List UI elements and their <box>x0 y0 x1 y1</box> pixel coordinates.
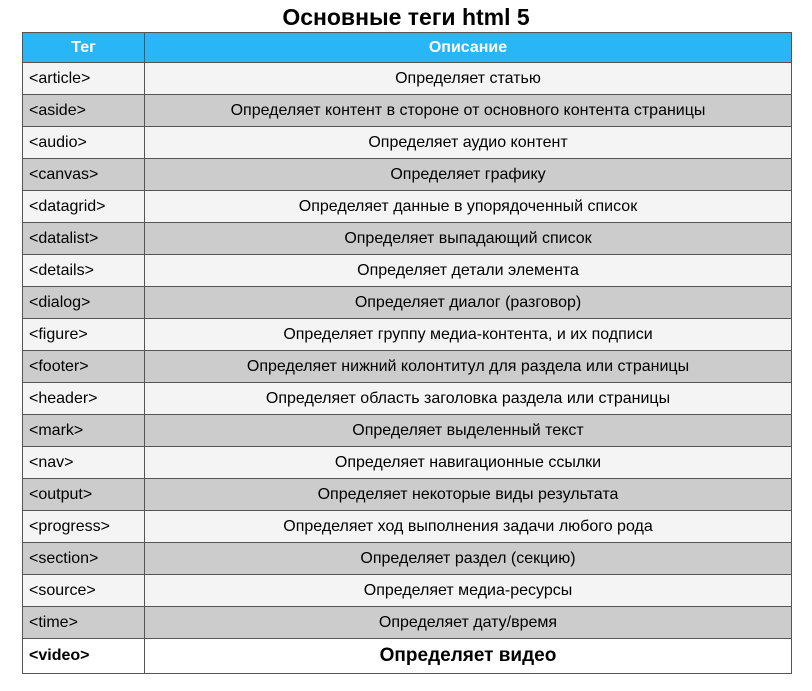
html5-tags-table <box>22 32 792 674</box>
table-row <box>23 95 792 127</box>
tag-cell: <details> <box>23 255 145 287</box>
table-row <box>23 63 792 95</box>
table-body <box>23 63 792 674</box>
tag-cell: <nav> <box>23 447 145 479</box>
tag-cell: <footer> <box>23 351 145 383</box>
table-row <box>23 191 792 223</box>
tag-cell: <output> <box>23 479 145 511</box>
tag-cell: <mark> <box>23 415 145 447</box>
page-title: Основные теги html 5 <box>282 4 530 30</box>
description-cell: Определяет статью <box>145 63 792 95</box>
tag-cell: <datagrid> <box>23 191 145 223</box>
table-row <box>23 319 792 351</box>
tag-cell: <datalist> <box>23 223 145 255</box>
tag-cell: <dialog> <box>23 287 145 319</box>
description-cell: Определяет видео <box>145 639 792 674</box>
description-cell: Определяет контент в стороне от основного контента страницы <box>145 95 792 127</box>
table-row <box>23 639 792 674</box>
description-cell: Определяет детали элемента <box>145 255 792 287</box>
table-row <box>23 575 792 607</box>
description-cell: Определяет диалог (разговор) <box>145 287 792 319</box>
table-header-row <box>23 33 792 63</box>
tag-cell: <article> <box>23 63 145 95</box>
description-cell: Определяет область заголовка раздела или страницы <box>145 383 792 415</box>
table-row <box>23 607 792 639</box>
description-cell: Определяет ход выполнения задачи любого рода <box>145 511 792 543</box>
tag-cell: <progress> <box>23 511 145 543</box>
tag-cell: <time> <box>23 607 145 639</box>
tag-cell: <section> <box>23 543 145 575</box>
column-header-description: Описание <box>145 33 792 63</box>
table-row <box>23 287 792 319</box>
tag-cell: <canvas> <box>23 159 145 191</box>
table-row <box>23 383 792 415</box>
table-row <box>23 415 792 447</box>
description-cell: Определяет некоторые виды результата <box>145 479 792 511</box>
table-row <box>23 447 792 479</box>
description-cell: Определяет раздел (секцию) <box>145 543 792 575</box>
description-cell: Определяет навигационные ссылки <box>145 447 792 479</box>
table-row <box>23 511 792 543</box>
description-cell: Определяет нижний колонтитул для раздела или страницы <box>145 351 792 383</box>
table-row <box>23 223 792 255</box>
column-header-tag: Тег <box>23 33 145 63</box>
description-cell: Определяет графику <box>145 159 792 191</box>
tag-cell: <header> <box>23 383 145 415</box>
table-row <box>23 127 792 159</box>
description-cell: Определяет медиа-ресурсы <box>145 575 792 607</box>
description-cell: Определяет данные в упорядоченный список <box>145 191 792 223</box>
tag-cell: <source> <box>23 575 145 607</box>
tag-cell: <figure> <box>23 319 145 351</box>
table-row <box>23 159 792 191</box>
description-cell: Определяет дату/время <box>145 607 792 639</box>
table-row <box>23 543 792 575</box>
table-row <box>23 479 792 511</box>
table-row <box>23 351 792 383</box>
tag-cell: <aside> <box>23 95 145 127</box>
tag-cell: <video> <box>23 639 145 674</box>
table-row <box>23 255 792 287</box>
description-cell: Определяет выделенный текст <box>145 415 792 447</box>
description-cell: Определяет выпадающий список <box>145 223 792 255</box>
description-cell: Определяет аудио контент <box>145 127 792 159</box>
description-cell: Определяет группу медиа-контента, и их подписи <box>145 319 792 351</box>
tag-cell: <audio> <box>23 127 145 159</box>
